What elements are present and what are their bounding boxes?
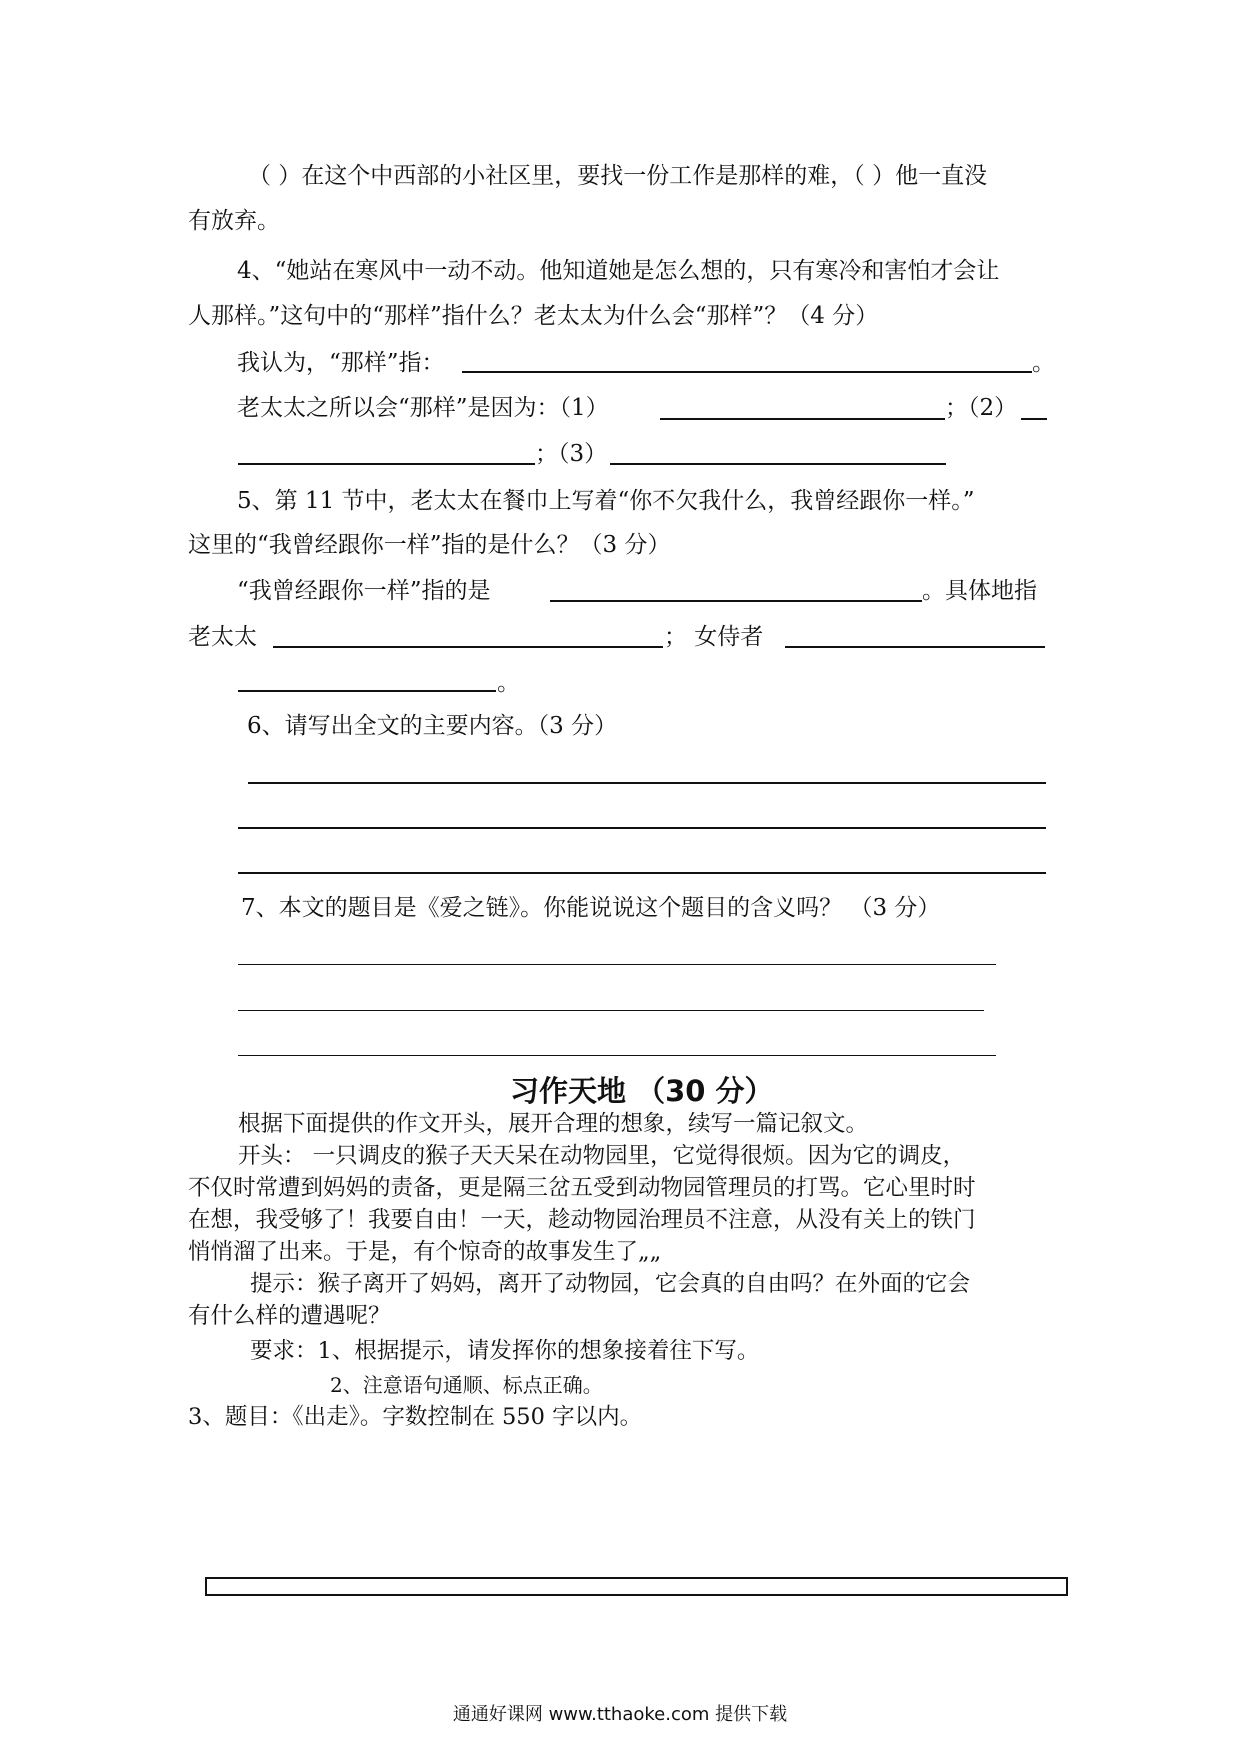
essay-hint-2: 有什么样的遭遇呢？ (188, 1303, 391, 1329)
q3-line-1: （ ）在这个中西部的小社区里，要找一份工作是那样的难，（ ）他一直没 (248, 163, 988, 189)
q5-answer2-sep: ； 女侍者 (664, 624, 764, 650)
q5-answer1-prefix: “我曾经跟你一样”指的是 (237, 578, 491, 604)
q5-answer2-blank-2[interactable] (785, 646, 1045, 648)
q5-answer1-blank[interactable] (550, 600, 922, 602)
q4-answer3-blank-1[interactable] (238, 463, 535, 465)
q5-line-1: 5、第 11 节中，老太太在餐巾上写着“你不欠我什么，我曾经跟你一样。” (237, 488, 975, 514)
q7-answer-line-1[interactable] (238, 964, 996, 965)
footer-credit: 通通好课网 www.tthaoke.com 提供下载 (452, 1704, 788, 1725)
q6-prompt: 6、请写出全文的主要内容。（3 分） (247, 713, 618, 739)
essay-heading: 习作天地 （30 分） (510, 1074, 774, 1108)
q4-answer3-sep: ；（3） (535, 441, 608, 467)
q4-answer3-blank-2[interactable] (610, 463, 946, 465)
q4-line-2: 人那样。”这句中的“那样”指什么？老太太为什么会“那样”？（4 分） (188, 303, 879, 329)
q4-answer2-prefix: 老太太之所以会“那样”是因为：（1） (237, 395, 609, 421)
q4-answer1-prefix: 我认为，“那样”指： (237, 350, 445, 376)
essay-opening-2: 不仅时常遭到妈妈的责备，更是隔三岔五受到动物园管理员的打骂。它心里时时 (188, 1175, 976, 1201)
q5-answer1-suffix: 。具体地指 (922, 578, 1037, 604)
q4-line-1: 4、“她站在寒风中一动不动。他知道她是怎么想的，只有寒冷和害怕才会让 (237, 258, 1000, 284)
q3-line-2: 有放弃。 (188, 208, 280, 234)
q6-answer-line-3[interactable] (238, 872, 1046, 874)
q7-prompt: 7、本文的题目是《爱之链》。你能说说这个题目的含义吗？ （3 分） (241, 895, 941, 921)
q4-answer2-blank-1[interactable] (660, 418, 945, 420)
q4-answer1-blank[interactable] (462, 371, 1032, 373)
q6-answer-line-1[interactable] (248, 782, 1046, 784)
essay-opening-4: 悄悄溜了出来。于是，有个惊奇的故事发生了„„ (188, 1239, 662, 1265)
essay-requirement-1: 要求：1、根据提示，请发挥你的想象接着往下写。 (250, 1338, 760, 1364)
q7-answer-line-3[interactable] (238, 1055, 996, 1056)
essay-opening-3: 在想，我受够了！我要自由！一天，趁动物园治理员不注意，从没有关上的铁门 (188, 1207, 976, 1233)
q5-answer2-blank-1[interactable] (273, 646, 663, 648)
q5-answer3-blank[interactable] (238, 690, 496, 692)
essay-opening-1: 开头： 一只调皮的猴子天天呆在动物园里，它觉得很烦。因为它的调皮， (238, 1143, 966, 1169)
q4-answer2-blank-2[interactable] (1021, 418, 1047, 420)
essay-hint-1: 提示：猴子离开了妈妈，离开了动物园，它会真的自由吗？在外面的它会 (250, 1271, 971, 1297)
q5-line-2: 这里的“我曾经跟你一样”指的是什么？（3 分） (188, 532, 671, 558)
essay-requirement-3: 3、题目：《出走》。字数控制在 550 字以内。 (188, 1404, 643, 1430)
q5-answer2-prefix: 老太太 (188, 624, 257, 650)
writing-box[interactable] (205, 1577, 1068, 1596)
essay-intro: 根据下面提供的作文开头，展开合理的想象，续写一篇记叙文。 (238, 1111, 869, 1137)
q7-answer-line-2[interactable] (238, 1010, 984, 1011)
essay-requirement-2: 2、注意语句通顺、标点正确。 (330, 1373, 603, 1397)
q6-answer-line-2[interactable] (238, 827, 1046, 829)
q5-answer3-suffix: 。 (497, 670, 520, 696)
q4-answer1-suffix: 。 (1032, 350, 1055, 376)
q4-answer2-sep: ；（2） (945, 395, 1018, 421)
